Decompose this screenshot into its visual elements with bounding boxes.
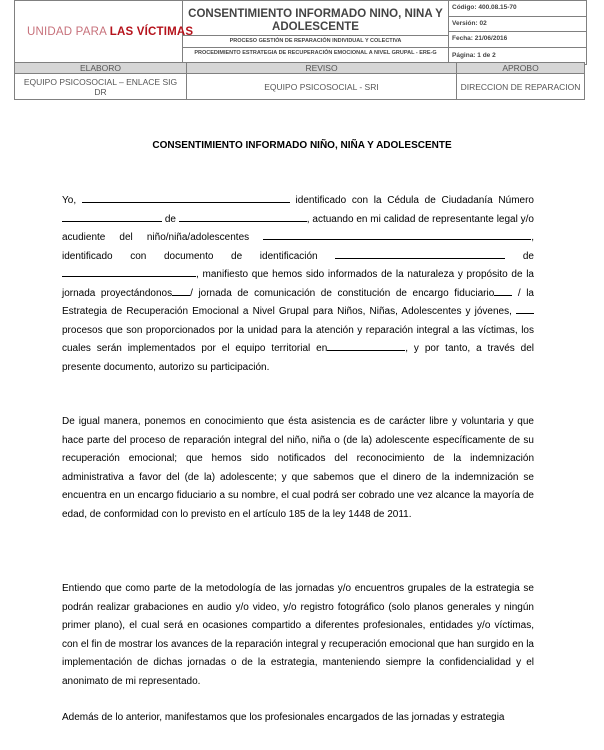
doc-version: Versión: 02 xyxy=(449,17,586,33)
p1-text-2: identificado con la Cédula de Ciudadanía Número xyxy=(289,195,534,206)
document-place-blank[interactable] xyxy=(62,267,196,277)
logo-cell xyxy=(15,1,194,65)
header-title: CONSENTIMIENTO INFORMADO NIÑO, NIÑA Y ADOLESCENTE xyxy=(183,8,448,36)
option-blank-1[interactable] xyxy=(172,286,190,296)
logo-text-light: UNIDAD PARA xyxy=(27,26,110,39)
procedure-label: PROCEDIMIENTO ESTRATEGIA DE RECUPERACIÓN EMOCIONAL A NIVEL GRUPAL - ERE-G xyxy=(194,49,437,56)
signoff-header-elaboro: ELABORO xyxy=(15,63,187,74)
p1-text-3: de xyxy=(162,213,179,225)
minor-name-blank[interactable] xyxy=(263,230,531,240)
title-cell xyxy=(183,1,449,65)
consent-paragraph-3: Entiendo que como parte de la metodología de las jornadas y/o encuentros grupales de la estrategia se podrán realizar grabaciones en audio y/o video, y/o registro fotográfico (solo planos generales y ningún primer plano), el cual será en ocasiones compartido a diferentes profesionales, entidades y/o víctimas, con el fin de mostrar los avances de la reparación integral y recuperación emocional que han surgido en la implementación de dichas jornadas o de la estrategia, manteniendo siempre la confidencialidad y el anonimato de mi representado. xyxy=(62,583,534,687)
territory-blank[interactable] xyxy=(327,341,405,351)
minor-document-blank[interactable] xyxy=(335,249,505,259)
consent-paragraph-4: Además de lo anterior, manifestamos que los profesionales encargados de las jornadas y estrategia xyxy=(62,712,505,723)
consent-paragraph-1 xyxy=(62,192,534,377)
consent-paragraph-2: De igual manera, ponemos en conocimiento que ésta asistencia es de carácter libre y voluntaria y que hace parte del proceso de reparación integral del niño, niña o (de la) adolescente específicamente de su recuperación emocional; que hemos sido notificados del reconocimiento de la indemnización administrativa a favor del (de la) adolescente; y que sabemos que el dinero de la indemnización se encuentra en un encargo fiduciario a su nombre, el cual podrá ser cobrado une vez alcance la mayoría de edad, de conformidad con lo previsto en el artículo 185 de la ley 1448 de 2011. xyxy=(62,416,534,520)
p1-text-7: , manifiesto que hemos sido informados de la naturaleza y propósito de la jornada proyectándonos xyxy=(62,269,534,299)
unidad-victimas-logo xyxy=(15,1,194,64)
doc-page: Página: 1 de 2 xyxy=(452,51,496,59)
signoff-value-elaboro: EQUIPO PSICOSOCIAL – ENLACE SIG DR xyxy=(15,74,187,100)
p1-text-11: , y por tanto, a través del presente documento, autorizo su participación. xyxy=(62,343,535,373)
p1-text-9: / la Estrategia de Recuperación Emocional a Nivel Grupal para Niños, Niñas, Adolescentes y jóvenes, xyxy=(62,287,534,317)
logo-text-bold: LAS VÍCTIMAS xyxy=(109,26,194,39)
issued-in-blank[interactable] xyxy=(179,212,307,222)
option-blank-2[interactable] xyxy=(494,286,512,296)
doc-date: Fecha: 21/06/2016 xyxy=(449,32,586,48)
p1-text-6: de xyxy=(505,250,534,262)
signoff-header-reviso: REVISO xyxy=(187,63,457,74)
p1-text-4: , actuando en mi calidad de representante legal y/o acudiente del niño/niña/adolescentes xyxy=(62,213,534,243)
option-blank-3[interactable] xyxy=(516,304,534,314)
signoff-value-aprobo: DIRECCION DE REPARACION xyxy=(457,74,585,100)
p1-text-1: Yo, xyxy=(62,195,82,206)
p1-text-5: , identificado con documento de identificación xyxy=(62,232,534,262)
signoff-header-aprobo: APROBO xyxy=(457,63,585,74)
p1-text-10: procesos que son proporcionados por la unidad para la atención y reparación integral a las víctimas, los cuales serán implementados por el equipo territorial en xyxy=(62,324,534,354)
doc-code: Código: 400.08.15-70 xyxy=(449,1,586,17)
signoff-table xyxy=(14,62,585,100)
document-title: CONSENTIMIENTO INFORMADO NIÑO, NIÑA Y ADOLESCENTE xyxy=(152,140,452,151)
meta-cell xyxy=(449,1,587,65)
document-header xyxy=(14,0,587,65)
p1-text-8: / jornada de comunicación de constitución de encargo fiduciario xyxy=(190,287,495,299)
name-blank[interactable] xyxy=(82,193,290,203)
signoff-value-reviso: EQUIPO PSICOSOCIAL - SRI xyxy=(187,74,457,100)
process-label: PROCESO GESTIÓN DE REPARACIÓN INDIVIDUAL Y COLECTIVA xyxy=(183,36,448,48)
id-number-blank[interactable] xyxy=(62,212,162,222)
